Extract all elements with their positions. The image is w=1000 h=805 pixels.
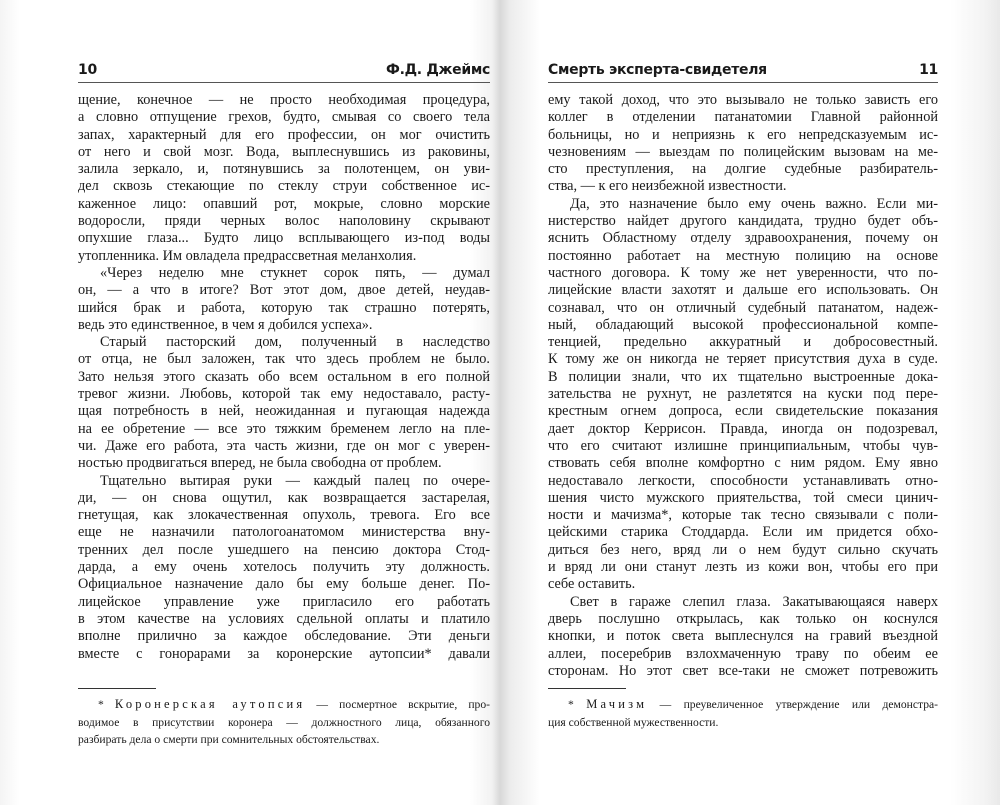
text-line: в этом качестве на условиях сдельной оплаты и платило (78, 610, 490, 627)
text-line: коллег в отделении патанатомии Главной районной (548, 109, 938, 126)
text-line: чи. Даже его работа, эта часть жизни, где он мог с уверен- (78, 437, 490, 454)
footnote-line: ция собственной мужественности. (548, 715, 719, 729)
running-head: Ф.Д. Джеймс (385, 62, 490, 78)
text-line: щая потребность в ней, неожиданная и пугающая надежда (78, 403, 490, 420)
text-line: нистерство найдет другого кандидата, трудно будет объ- (548, 213, 938, 230)
text-line: постоянно работает на местную полицию на основе (548, 247, 938, 264)
paragraph (78, 265, 490, 334)
footnote-marker: * (98, 698, 115, 711)
page-number: 11 (919, 62, 938, 78)
footnote-line: разбирать дела о смерти при сомнительных обстоятельствах. (78, 733, 380, 746)
running-head: Смерть эксперта-свидетеля (548, 62, 767, 78)
text-line: он, — а что в итоге? Вот этот дом, двое детей, неудав- (78, 282, 490, 299)
text-line: больницы, но и неприязнь к его непредсказуемым ис- (548, 126, 938, 143)
text-line: ности и мачизма*, которые так тесно связывали с поли- (548, 507, 938, 524)
body-text (548, 92, 938, 680)
text-line: Тщательно вытирая руки — каждый палец по очере- (100, 472, 490, 489)
footnote-divider (548, 688, 626, 689)
text-line: опухшие глаза... Будто лицо всплывающего из-под воды (78, 230, 490, 247)
text-line: аллеи, посеребрив взлохмаченную траву по обеим ее (548, 645, 938, 662)
text-line: еще не назначили патологоанатомом министерства вну- (78, 524, 490, 541)
page-number: 10 (78, 62, 97, 78)
footnote (78, 696, 490, 749)
text-line: Да, это назначение было ему очень важно. Если ми- (570, 195, 938, 212)
text-line: шийся брак и работа, которую так страшно потерять, (78, 299, 490, 316)
text-line: цейскими старика Стоддарда. Если им придется обхо- (548, 524, 938, 541)
text-line: Старый пасторский дом, полученный в наследство (100, 334, 490, 351)
text-line: ностью продвигаться вперед, не была свободна от проблем. (78, 455, 442, 472)
footnote-term: Коронерская аутопсия (114, 697, 306, 711)
body-text (78, 92, 490, 663)
text-line: ства, — к его неизбежной известности. (548, 178, 787, 195)
text-line: недоставало легкости, способности устанавливать отно- (548, 472, 938, 489)
page-header (78, 60, 490, 83)
footnote-text: — преувеличенное утверждение или демонстра- (647, 698, 939, 711)
paragraph (78, 334, 490, 472)
text-line: Официальное назначение дало бы ему больше денег. По- (78, 576, 490, 593)
text-line: дарда, а ему очень хотелось получить эту должность. (78, 559, 490, 576)
footnote-marker: * (568, 698, 587, 711)
text-line: тренних дел после ушедшего на пенсию доктора Стод- (78, 541, 490, 558)
text-line: и вряд ли они станут лезть из кожи вон, чтобы его при (548, 559, 938, 576)
text-line: водоросли, пряди черных волос наполовину скрывают (78, 213, 490, 230)
paragraph (548, 594, 938, 680)
text-line: дел сквозь стекающие по стеклу струи собственное ис- (78, 178, 490, 195)
text-line: кнопки, и поток света выплеснулся на гравий въездной (548, 628, 938, 645)
text-line: залила зеркало, и, потянувшись за полотенцем, он уви- (78, 161, 490, 178)
text-line: Свет в гараже слепил глаза. Закатывающаяся наверх (570, 593, 938, 610)
text-line: лицейское управление уже пригласило его работать (78, 593, 490, 610)
text-line: чезновениям — выездам по полицейским вызовам на ме- (548, 143, 938, 160)
text-line: ствовать себя вполне комфортно с ним рядом. Ему явно (548, 455, 938, 472)
text-line: каженное лицо: опавший рот, мокрые, словно морские (78, 195, 490, 212)
text-line: себе оставить. (548, 576, 636, 593)
footnote-text: — посмертное вскрытие, про- (305, 698, 490, 711)
text-line: тенцией, предельно аккуратный и добросовестный. (548, 334, 938, 351)
text-line: а словно отпущение грехов, будто, смывая со своего тела (78, 109, 490, 126)
text-line: дает доктор Керрисон. Правда, иногда он подозревал, (548, 420, 938, 437)
text-line: Зато нельзя этого сказать обо всем остальном в его полной (78, 368, 490, 385)
footnote-line (548, 696, 938, 714)
paragraph (548, 92, 938, 196)
text-line: дверь послушно открылась, как только он коснулся (548, 610, 938, 627)
text-line: на ее обретение — все это тяжким бременем легло на пле- (78, 420, 490, 437)
text-line: зательства не рухнут, не разлетятся на куски под пере- (548, 386, 938, 403)
text-line: В полиции знали, что их тщательно выстроенные дока- (548, 368, 938, 385)
text-line: ди, — он снова ощутил, как возвращается застарелая, (78, 489, 490, 506)
text-line: гнетущая, как злокачественная опухоль, тревога. Его все (78, 507, 490, 524)
text-line: лицейские власти захотят и дальше его использовать. Он (548, 282, 938, 299)
text-line: вместе с гонорарами за коронерские аутопсии* давали (78, 645, 490, 662)
text-line: «Через неделю мне стукнет сорок пять, — думал (100, 264, 490, 281)
text-line: от него и свой мозг. Вода, выплеснувшись из раковины, (78, 143, 490, 160)
text-line: ему такой доход, что это вызывало не только зависть его (548, 92, 938, 108)
footnote (548, 696, 938, 731)
text-line: сто преступления, на долгие судебные разбиратель- (548, 161, 938, 178)
text-line: от отца, не был заложен, так что здесь проблем не было. (78, 351, 490, 368)
footnote-divider (78, 688, 156, 689)
text-line: сознавал, что он отличный судебный патанатом, надеж- (548, 299, 938, 316)
text-line: шения чисто мужского приятельства, той смеси цинич- (548, 489, 938, 506)
text-line: крестным огнем допроса, если свидетельские показания (548, 403, 938, 420)
text-line: щение, конечное — не просто необходимая процедура, (78, 92, 490, 108)
text-line: яснить Областному отделу здравоохранения, почему он (548, 230, 938, 247)
text-line: ный, обладающий высокой профессиональной компе- (548, 316, 938, 333)
text-line: запах, характерный для его профессии, он мог очистить (78, 126, 490, 143)
paragraph (78, 92, 490, 265)
text-line: утопленника. Им овладела предрассветная меланхолия. (78, 247, 417, 264)
text-line: вполне прилично за каждое обследование. Эти деньги (78, 628, 490, 645)
footnote-line: водимое в присутствии коронера — должностного лица, обязанного (78, 715, 490, 729)
text-line: сторонам. Но этот свет все-таки не сможет потревожить (548, 662, 938, 679)
footnote-line (78, 696, 490, 714)
paragraph (78, 473, 490, 663)
text-line: тревог жизни. Любовь, которой так ему недоставало, расту- (78, 386, 490, 403)
text-line: частного договора. К тому же нет уверенности, что по- (548, 264, 938, 281)
footnote-term: Мачизм (586, 697, 648, 711)
page-header (548, 60, 938, 83)
paragraph (548, 196, 938, 594)
text-line: что его считают излишне принципиальным, чтобы чув- (548, 437, 938, 454)
text-line: диться без него, вряд ли о нем будут сильно скучать (548, 541, 938, 558)
text-line: ведь это единственное, в чем я добился успеха». (78, 316, 373, 333)
text-line: К тому же он никогда не теряет присутствия духа в суде. (548, 351, 938, 368)
